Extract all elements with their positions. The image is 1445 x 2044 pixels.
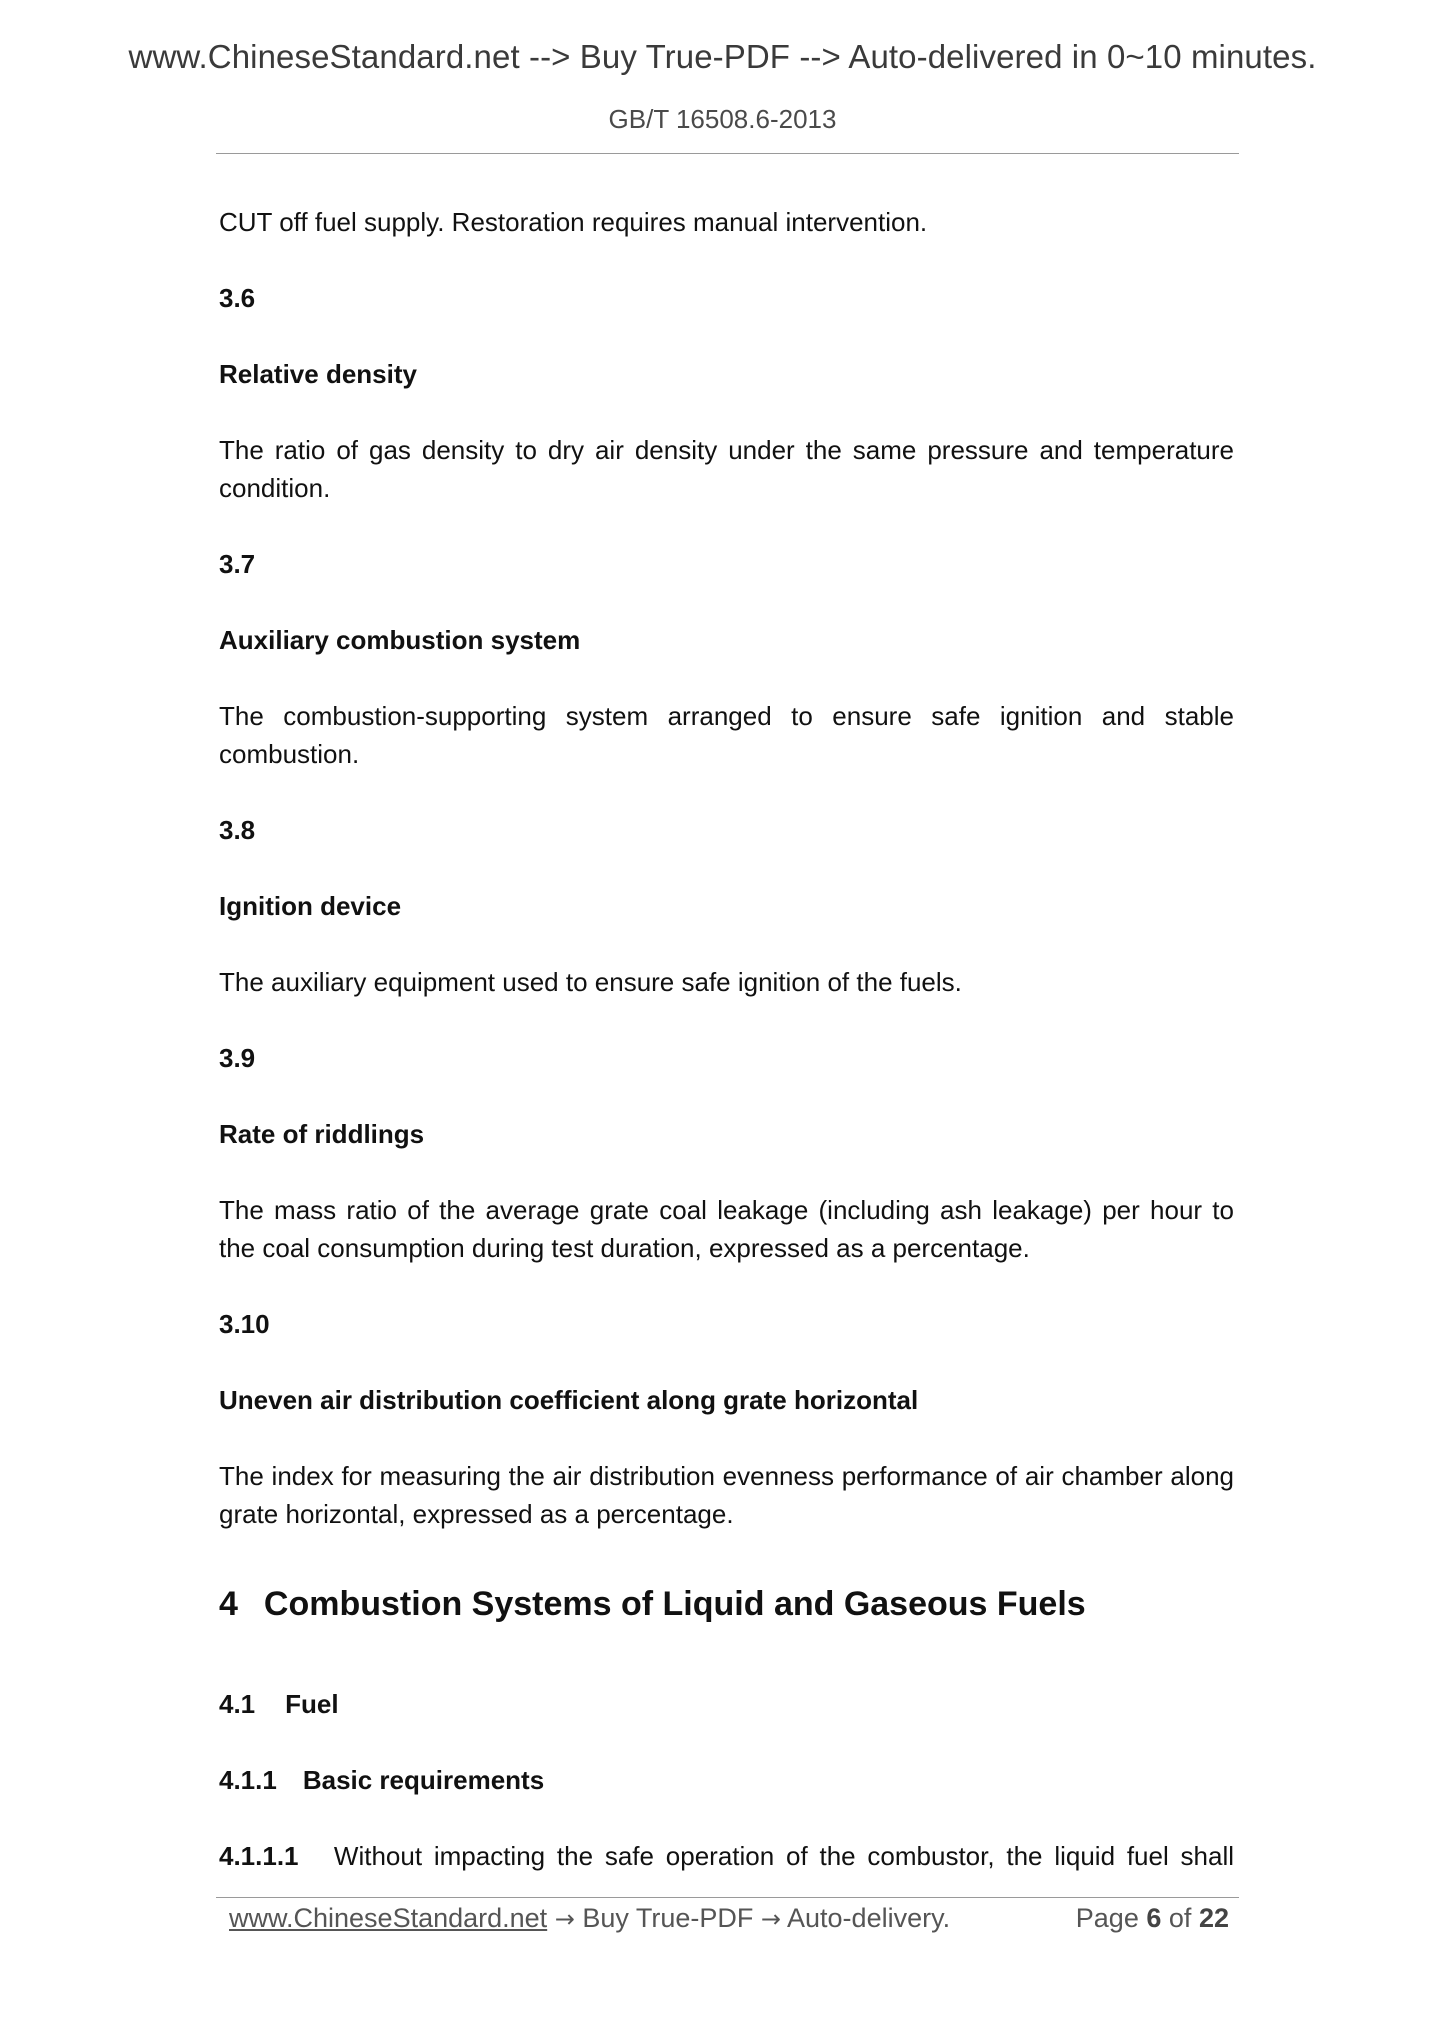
subsection-title: Fuel: [285, 1689, 339, 1719]
subsection-number: 4.1: [219, 1689, 256, 1719]
arrow-right-icon: →: [554, 1905, 575, 1933]
term-definition: The ratio of gas density to dry air density under the same pressure and temperature condition.: [219, 435, 1234, 503]
footer-text-delivery: Auto-delivery.: [787, 1903, 951, 1933]
of-label: of: [1168, 1903, 1192, 1933]
footer-text-buy: Buy True-PDF: [582, 1903, 754, 1933]
page-number: 6: [1146, 1903, 1162, 1933]
term-number: 3.7: [219, 549, 256, 579]
page-total: 22: [1198, 1903, 1229, 1933]
subsubsection-number: 4.1.1: [219, 1765, 277, 1795]
clause-body: Without impacting the safe operation of the combustor, the liquid fuel shall: [333, 1841, 1235, 1871]
section-number: 4: [219, 1585, 238, 1623]
page-indicator: [1076, 1903, 1229, 1934]
subsubsection-title: Basic requirements: [302, 1765, 545, 1795]
footer-site-link[interactable]: www.ChineseStandard.net: [229, 1903, 548, 1933]
page-footer: [229, 1903, 1229, 1934]
term-title: Rate of riddlings: [219, 1119, 425, 1149]
term-definition: The combustion-supporting system arranged to ensure safe ignition and stable combustion.: [219, 701, 1234, 769]
term-title: Uneven air distribution coefficient along grate horizontal: [219, 1385, 919, 1415]
term-number: 3.10: [219, 1309, 270, 1339]
footer-divider: [216, 1897, 1239, 1898]
arrow-right-icon: →: [760, 1905, 781, 1933]
term-number: 3.6: [219, 283, 256, 313]
section-title: Combustion Systems of Liquid and Gaseous Fuels: [263, 1585, 1086, 1623]
term-title: Relative density: [219, 359, 417, 389]
term-title: Ignition device: [219, 891, 402, 921]
clause-text: [219, 1837, 1234, 1875]
term-title: Auxiliary combustion system: [219, 625, 581, 655]
section-heading: [219, 1585, 1086, 1624]
subsection-heading: [219, 1685, 1234, 1723]
term-definition: The auxiliary equipment used to ensure safe ignition of the fuels.: [219, 967, 962, 997]
clause-number: 4.1.1.1: [219, 1841, 299, 1871]
term-definition: The index for measuring the air distribution evenness performance of air chamber along grate horizontal, expressed as a percentage.: [219, 1461, 1234, 1529]
term-number: 3.9: [219, 1043, 256, 1073]
site-banner: www.ChineseStandard.net --> Buy True-PDF --> Auto-delivered in 0~10 minutes.: [128, 38, 1317, 75]
continuation-text: CUT off fuel supply. Restoration requires manual intervention.: [219, 207, 928, 237]
term-definition: The mass ratio of the average grate coal leakage (including ash leakage) per hour to the coal consumption during test duration, expressed as a percentage.: [219, 1195, 1234, 1263]
term-number: 3.8: [219, 815, 256, 845]
header-divider: [216, 153, 1239, 154]
subsubsection-heading: [219, 1761, 1234, 1799]
page-label: Page: [1075, 1903, 1139, 1933]
document-id: GB/T 16508.6-2013: [608, 104, 837, 134]
